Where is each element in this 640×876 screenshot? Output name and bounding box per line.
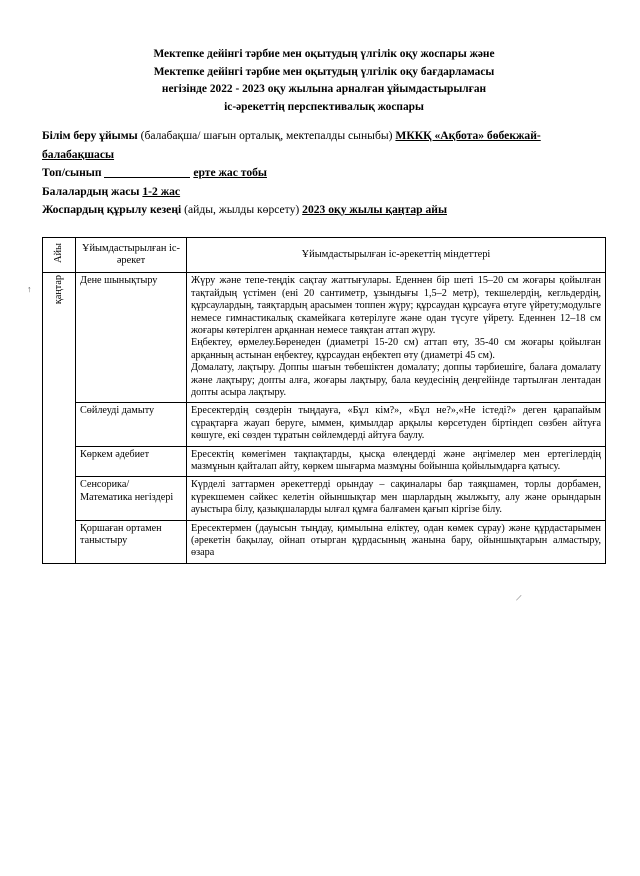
document-metadata [42,127,606,220]
tasks-cell [187,520,606,563]
tasks-cell [187,403,606,446]
meta-group-value: ерте жас тобы [193,166,267,179]
table-row [43,273,606,403]
table-row [43,477,606,520]
meta-age-value: 1-2 жас [142,184,181,198]
tasks-cell [187,273,606,403]
meta-period-value: 2023 оқу жылы қаңтар айы [302,203,447,216]
meta-organization-hint: (балабақша/ шағын орталық, мектепалды сыныбы) [140,129,393,142]
table-header-row [43,237,606,273]
header-month: Айы [43,237,76,273]
activity-cell: Көркем әдебиет [76,446,187,477]
margin-mark-left: ↑ [27,284,32,294]
activity-cell: Қоршаған ортамен таныстыру [76,520,187,563]
table-row [43,403,606,446]
meta-period-label: Жоспардың құрылу кезеңі [42,203,182,216]
meta-group-blank [104,177,190,178]
meta-organization [42,127,606,164]
tasks-cell [187,446,606,477]
meta-period [42,201,606,220]
meta-period-hint: (айды, жылды көрсету) [184,203,300,216]
title-line-4: іс-әрекеттің перспективалық жоспары [224,100,424,113]
task-paragraph: Күрделі заттармен әрекеттерді орындау – сақиналары бар таяқшамен, торлы дорбамен, күрекшемен сәйкес келетін ойыншықтар мен шарлардың жылжыту, алу және орындарын ауыстыра білу, қазықшаларды ылғал құмға балғамен қағып кіргізе білу. [191,479,601,516]
table-row [43,520,606,563]
task-paragraph: Жүру және тепе-теңдік сақтау жаттығулары. Еденнен бір шеті 15–20 см жоғары қойылған тақтайдың үстімен (ені 20 сантиметр, ұзындығы 1,5–2 метр), текшелердің, кегльдердің, құрсаулардың, таяқтардың арасымен топпен жүру; құрсаудан құрсауға өтуге үйрету;модульге немесе гимнастикалық скамейкага көтерілуге және одан түсуге үйрету. Еденнен 12–18 см жоғары көтерілген арқаннан немесе таяқтан аттап жүру. [191,275,601,336]
activity-cell: Дене шынықтыру [76,273,187,403]
meta-age-label: Балалардың жасы [42,184,140,198]
title-line-3: негізінде 2022 - 2023 оқу жылына арналған ұйымдастырылған [161,83,487,95]
task-paragraph: Ересектердің сөздерін тыңдауға, «Бұл кім?», «Бұл не?»,«Не істеді?» деген қарапайым сұрақтарға жауап беруге, ыммен, қимылдар арқылы көрсетуден біртіндеп сөзбен айтуға көшуге, екі сөзден тұратын сөйлемдерді айтуға баулу. [191,405,601,442]
task-paragraph: Ересектермен (дауысын тыңдау, қимылына еліктеу, одан көмек сұрау) және құрдастарымен (әрекетін бақылау, ойнап отырган құрдасының жанына бару, ойыншықтарын алмастыру, өзара [191,522,601,559]
header-tasks: Ұйымдастырылған іс-әрекеттің міндеттері [187,237,606,273]
meta-organization-label: Білім беру ұйымы [42,129,138,142]
table-row [43,446,606,477]
perspective-plan-table [42,237,606,564]
meta-group [42,164,606,183]
task-paragraph: Ересектің көмегімен тақпақтарды, қысқа өлеңдерді және әңгімелер мен ертегілердің мазмұнын қайталап айту, көркем шығарма мазмұны бойынша қойылымдарға қатысу. [191,448,601,472]
month-cell: қаңтар [43,273,76,564]
title-line-1: Мектепке дейінгі тәрбие мен оқытудың үлгілік оқу жоспары және [153,48,495,60]
meta-group-label: Топ/сынып [42,166,102,179]
activity-cell: Сенсорика/ Математика негіздері [76,477,187,520]
task-paragraph: Еңбектеу, өрмелеу.Бөренеден (диаметрі 15-20 см) аттап өту, 35-40 см жоғары қойылған арқанның астынан еңбектеу, құрсаудан еңбектеп өту (диаметрі 45 см). [191,337,601,361]
margin-mark-right: / [515,592,523,605]
tasks-cell [187,477,606,520]
task-paragraph: Домалату, лақтыру. Доппы шағын төбешіктен домалату; доппы тәрбиешіге, балаға домалату және лақтыру; допты алға, жоғары лақтыру, бала кеудесінің деңгейінде тартылған лентадан допты асыра лақтыру. [191,362,601,398]
header-activity: Ұйымдастырылған іс-әрекет [76,237,187,273]
title-line-2: Мектепке дейінгі тәрбие мен оқытудың үлгілік оқу бағдарламасы [153,65,495,78]
meta-age [42,183,606,202]
activity-cell: Сөйлеуді дамыту [76,403,187,446]
document-title [42,46,606,116]
meta-organization-value: МККҚ «Ақбота» бөбекжай-балабақшасы [42,129,541,161]
